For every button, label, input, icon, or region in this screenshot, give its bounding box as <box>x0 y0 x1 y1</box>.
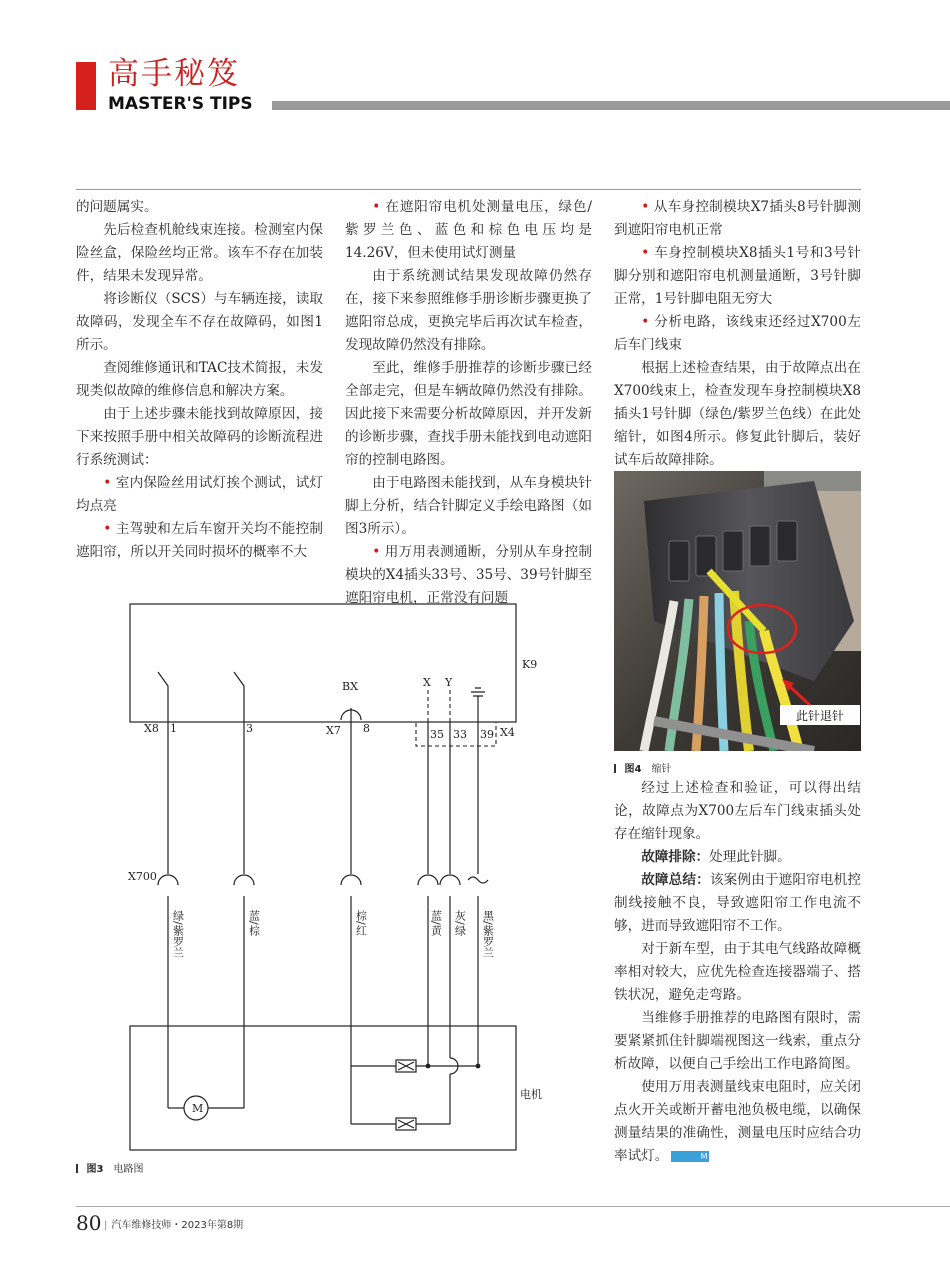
label-x4: X4 <box>500 726 515 739</box>
paragraph <box>614 196 861 242</box>
paragraph-text: 的问题属实。 <box>76 199 158 215</box>
label-x8: X8 <box>144 722 159 735</box>
paragraph <box>614 1007 861 1076</box>
footer-journal: | 汽车维修技师・2023年第8期 <box>104 1220 244 1231</box>
paragraph-text: 根据上述检查结果，由于故障点出在X700线束上，检查发现车身控制模块X8插头1号针脚（绿色/紫罗兰色线）在此处缩针，如图4所示。修复此针脚后，装好试车后故障排除。 <box>614 360 861 468</box>
wire-label-5: 灰/绿 <box>453 910 467 936</box>
label-pin39: 39 <box>480 728 494 741</box>
figure4-callout: 此针退针 <box>795 709 845 723</box>
figure4-photo <box>614 471 861 751</box>
paragraph <box>614 938 861 1007</box>
paragraph-text: 从车身控制模块X7插头8号针脚测到遮阳帘电机正常 <box>614 199 861 238</box>
bullet-icon: • <box>641 199 654 215</box>
paragraph <box>76 472 323 518</box>
paragraph <box>614 777 861 846</box>
wire-label-2: 蓝/棕 <box>247 910 261 936</box>
paragraph <box>345 265 592 357</box>
section-label: 故障排除： <box>641 849 710 865</box>
label-pin3: 3 <box>246 722 253 735</box>
label-k9: K9 <box>522 658 538 671</box>
paragraph-text: 主驾驶和左后车窗开关均不能控制遮阳帘，所以开关同时损坏的概率不大 <box>76 521 323 560</box>
paragraph <box>76 403 323 472</box>
paragraph <box>76 196 323 219</box>
paragraph <box>76 288 323 357</box>
paragraph <box>614 311 861 357</box>
figure4-caption: 图4 缩针 <box>614 760 671 775</box>
paragraph-text: 至此，维修手册推荐的诊断步骤已经全部走完，但是车辆故障仍然没有排除。因此接下来需要分析故障原因，并开发新的诊断步骤，查找手册未能找到电动遮阳帘的控制电路图。 <box>345 360 592 468</box>
header-title-cn: 高手秘笈 <box>108 56 240 92</box>
text-column-2 <box>345 196 592 610</box>
paragraph <box>614 357 861 472</box>
paragraph-text: 将诊断仪（SCS）与车辆连接，读取故障码，发现全车不存在故障码，如图1所示。 <box>76 291 323 353</box>
paragraph-text: 由于系统测试结果发现故障仍然存在，接下来参照维修手册诊断步骤更换了遮阳帘总成，更换完毕后再次试车检查，发现故障仍然没有排除。 <box>345 268 592 353</box>
paragraph <box>76 357 323 403</box>
paragraph-text: 查阅维修通讯和TAC技术简报，未发现类似故障的维修信息和解决方案。 <box>76 360 323 399</box>
bullet-icon: • <box>103 521 116 537</box>
label-x: X <box>423 676 431 689</box>
paragraph-text: 室内保险丝用试灯挨个测试，试灯均点亮 <box>76 475 323 514</box>
bullet-icon: • <box>103 475 116 491</box>
paragraph <box>614 869 861 938</box>
top-rule <box>76 189 861 190</box>
paragraph-text: 经过上述检查和验证，可以得出结论，故障点为X700左后车门线束插头处存在缩针现象。 <box>614 780 861 842</box>
paragraph <box>76 219 323 288</box>
label-x7: X7 <box>326 724 341 737</box>
paragraph-text: 处理此针脚。 <box>709 849 791 865</box>
text-column-3 <box>614 196 861 472</box>
text-column-1 <box>76 196 323 564</box>
paragraph-text: 当维修手册推荐的电路图有限时，需要紧紧抓住针脚端视图这一线索，重点分析故障，以便自己手绘出工作电路简图。 <box>614 1010 861 1072</box>
label-bx: BX <box>342 680 358 693</box>
paragraph-text: 在遮阳帘电机处测量电压，绿色/紫罗兰色、蓝色和棕色电压均是14.26V，但未使用试灯测量 <box>345 199 592 261</box>
label-motor-symbol: M <box>192 1102 204 1115</box>
paragraph <box>614 846 861 869</box>
paragraph <box>614 242 861 311</box>
page-number: 80 <box>76 1211 102 1235</box>
paragraph-text: 使用万用表测量线束电阻时，应关闭点火开关或断开蓄电池负极电缆，以确保测量结果的准确性，测量电压时应结合功率试灯。 <box>614 1079 861 1164</box>
paragraph <box>345 472 592 541</box>
paragraph <box>614 1076 861 1168</box>
label-y: Y <box>445 676 453 689</box>
paragraph <box>345 196 592 265</box>
paragraph-text: 用万用表测通断，分别从车身控制模块的X4插头33号、35号、39号针脚至遮阳帘电机，正常没有问题 <box>345 544 592 606</box>
bullet-icon: • <box>641 245 655 261</box>
footer-rule <box>76 1206 950 1207</box>
label-pin33: 33 <box>453 728 467 741</box>
label-x700: X700 <box>128 870 157 883</box>
paragraph-text: 分析电路，该线束还经过X700左后车门线束 <box>614 314 861 353</box>
paragraph-text: 该案例由于遮阳帘电机控制线接触不良，导致遮阳帘工作电流不够，进而导致遮阳帘不工作。 <box>614 872 862 934</box>
header-title-en: MASTER'S TIPS <box>108 94 253 114</box>
wire-label-1: 绿/紫罗兰 <box>171 910 185 958</box>
text-column-3-lower <box>614 777 861 1168</box>
paragraph-text: 先后检查机舱线束连接。检测室内保险丝盒，保险丝均正常。该车不存在加装件，结果未发现异常。 <box>76 222 323 284</box>
wire-label-4: 蓝/黄 <box>429 910 443 936</box>
paragraph-text: 对于新车型，由于其电气线路故障概率相对较大，应优先检查连接器端子、搭铁状况，避免走弯路。 <box>614 941 861 1003</box>
label-pin35: 35 <box>430 728 444 741</box>
bullet-icon: • <box>372 544 385 560</box>
label-pin8: 8 <box>363 722 370 735</box>
header-rule <box>272 101 950 110</box>
bullet-icon: • <box>641 314 655 330</box>
paragraph <box>76 518 323 564</box>
section-label: 故障总结： <box>641 872 710 888</box>
end-mark-icon: M <box>671 1151 709 1162</box>
paragraph <box>345 357 592 472</box>
wire-label-6: 黑/紫罗兰 <box>481 910 495 958</box>
label-pin1: 1 <box>170 722 177 735</box>
figure3-circuit-diagram <box>76 598 576 1178</box>
wire-label-3: 棕/红 <box>354 910 368 936</box>
header-red-block <box>76 62 96 110</box>
bullet-icon: • <box>372 199 386 215</box>
paragraph-text: 由于上述步骤未能找到故障原因，接下来按照手册中相关故障码的诊断流程进行系统测试： <box>76 406 323 468</box>
paragraph-text: 车身控制模块X8插头1号和3号针脚分别和遮阳帘电机测量通断，3号针脚正常，1号针脚电阻无穷大 <box>614 245 861 307</box>
paragraph-text: 由于电路图未能找到，从车身模块针脚上分析，结合针脚定义手绘电路图（如图3所示）。 <box>345 475 592 537</box>
label-motor: 电机 <box>520 1088 542 1101</box>
figure3-caption: 图3 电路图 <box>76 1160 143 1175</box>
